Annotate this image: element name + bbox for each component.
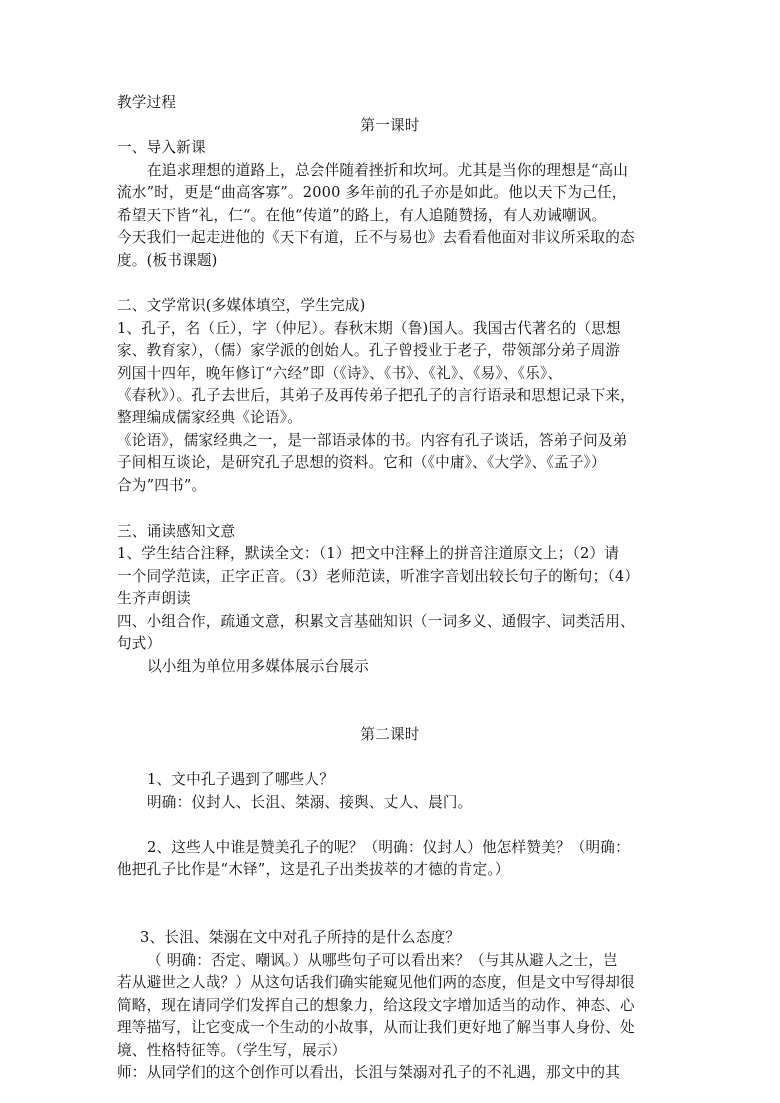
text-line: 整理编成儒家经典《论语》。 [117,409,303,426]
text-line: 句式） [117,635,162,652]
text-line: 1、孔子，名（丘），字（仲尼）。春秋末期（鲁)国人。我国古代著名的（思想 [117,320,621,337]
text-line: 以小组为单位用多媒体展示台展示 [147,658,369,675]
heading-teaching-process: 教学过程 [117,94,177,111]
text-line: 1、学生结合注释，默读全文：（1）把文中注释上的拼音注道原文上；（2）请 [117,545,620,562]
text-line: 明确：仪封人、长沮、桀溺、接舆、丈人、晨门。 [147,794,473,811]
text-line: 2、这些人中谁是赞美孔子的呢？（明确：仪封人）他怎样赞美？（明确： [147,839,630,856]
text-line: 1、文中孔子遇到了哪些人？ [147,771,335,788]
section-heading: 一、导入新课 [117,139,206,156]
text-line: 境、性格特征等。（学生写，展示） [117,1042,347,1059]
text-line: 子间相互谈论，是研究孔子思想的资料。它和（《中庸》、《大学》、《孟子》） [117,454,606,471]
text-line: 流水”时，更是“曲高客寡”。2000 多年前的孔子亦是如此。他以天下为己任， [117,184,627,201]
lesson-one-title: 第一课时 [360,117,420,134]
text-line: 他把孔子比作是“木铎”，这是孔子出类拔萃的才德的肯定。） [117,861,510,878]
text-line: 《春秋》）。孔子去世后，其弟子及再传弟子把孔子的言行语录和思想记录下来， [117,387,635,404]
text-line: 师：从同学们的这个创作可以看出，长沮与桀溺对孔子的不礼遇，那文中的其 [117,1064,620,1081]
text-line: 一个同学范读，正字正音。（3）老师范读，听准字音划出较长句子的断句；（4） [117,568,640,585]
text-line: 理等描写，让它变成一个生动的小故事，从而让我们更好地了解当事人身份、处 [117,1019,635,1036]
text-line: 家、教育家），（儒）家学派的创始人。孔子曾授业于老子，带领部分弟子周游 [117,342,621,359]
text-line: 列国十四年，晚年修订“六经”即（《诗》、《书》、《礼》、《易》、《乐》、 [117,365,563,382]
text-line: 若从避世之人哉？）从这句话我们确实能窥见他们两的态度，但是文中写得却很 [117,974,635,991]
text-line: 在追求理想的道路上，总会伴随着挫折和坎坷。尤其是当你的理想是“高山 [147,162,629,179]
text-line: （ 明确：否定、嘲讽。）从哪些句子可以看出来？（与其从避人之士，岂 [147,952,618,969]
text-line: 简略，现在请同学们发挥自己的想象力，给这段文字增加适当的动作、神态、心 [117,997,635,1014]
text-line: 度。(板书课题) [117,252,218,269]
text-line: 合为”四书”。 [117,477,207,494]
section-heading: 三、诵读感知文意 [117,523,236,540]
text-line: 希望天下皆“礼，仁“。在他“传道”的路上，有人追随赞扬，有人劝诫嘲讽。 [117,207,607,224]
text-line: 生齐声朗读 [117,590,191,607]
section-heading: 二、文学常识(多媒体填空，学生完成) [117,297,366,314]
text-line: 今天我们一起走进他的《天下有道，丘不与易也》去看看他面对非议所采取的态 [117,229,635,246]
text-line: 3、长沮、桀溺在文中对孔子所持的是什么态度？ [140,929,461,946]
lesson-two-title: 第二课时 [360,726,420,743]
section-heading: 四、小组合作，疏通文意，积累文言基础知识（一词多义、通假字、词类活用、 [117,613,635,630]
text-line: 《论语》，儒家经典之一，是一部语录体的书。内容有孔子谈话，答弟子问及弟 [117,432,628,449]
